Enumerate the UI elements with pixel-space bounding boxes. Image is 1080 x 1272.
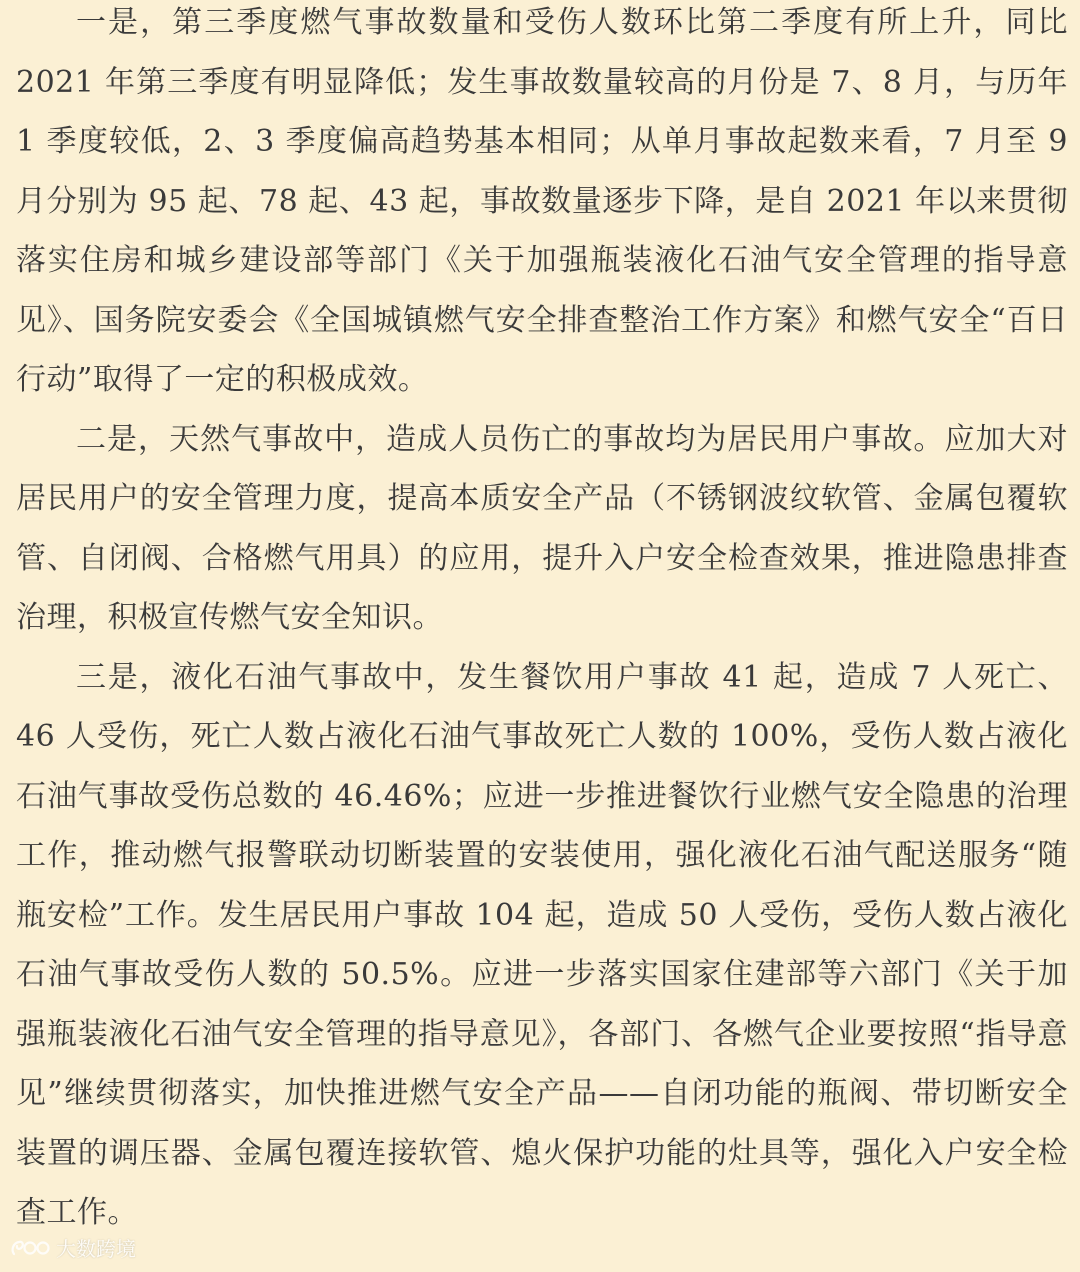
brand-logo-icon: [10, 1237, 52, 1259]
watermark-text: 大数跨境: [56, 1237, 136, 1261]
paragraph-2: 二是，天然气事故中，造成人员伤亡的事故均为居民用户事故。应加大对居民用户的安全管理力度，提高本质安全产品（不锈钢波纹软管、金属包覆软管、自闭阀、合格燃气用具）的应用，提升入户安全检查效果，推进隐患排查治理，积极宣传燃气安全知识。: [16, 421, 1068, 635]
watermark: [10, 1233, 136, 1262]
paragraph-1: 一是，第三季度燃气事故数量和受伤人数环比第二季度有所上升，同比 2021 年第三季度有明显降低；发生事故数量较高的月份是 7、8 月，与历年 1 季度较低，2、3 季度偏高趋势基本相同；从单月事故起数来看，7 月至 9 月分别为 95 起、78 起、43 起，事故数量逐步下降，是自 2021 年以来贯彻落实住房和城乡建设部等部门《关于加强瓶装液化石油气安全管理的指导意见》、国务院安委会《全国城镇燃气安全排查整治工作方案》和燃气安全“百日行动”取得了一定的积极成效。: [16, 5, 1068, 397]
document-body: [16, 0, 1068, 1243]
paragraph-3: 三是，液化石油气事故中，发生餐饮用户事故 41 起，造成 7 人死亡、46 人受伤，死亡人数占液化石油气事故死亡人数的 100%，受伤人数占液化石油气事故受伤总数的 46.46%；应进一步推进餐饮行业燃气安全隐患的治理工作，推动燃气报警联动切断装置的安装使用，强化液化石油气配送服务“随瓶安检”工作。发生居民用户事故 104 起，造成 50 人受伤，受伤人数占液化石油气事故受伤人数的 50.5%。应进一步落实国家住建部等六部门《关于加强瓶装液化石油气安全管理的指导意见》，各部门、各燃气企业要按照“指导意见”继续贯彻落实，加快推进燃气安全产品——自闭功能的瓶阀、带切断安全装置的调压器、金属包覆连接软管、熄火保护功能的灶具等，强化入户安全检查工作。: [16, 659, 1068, 1230]
